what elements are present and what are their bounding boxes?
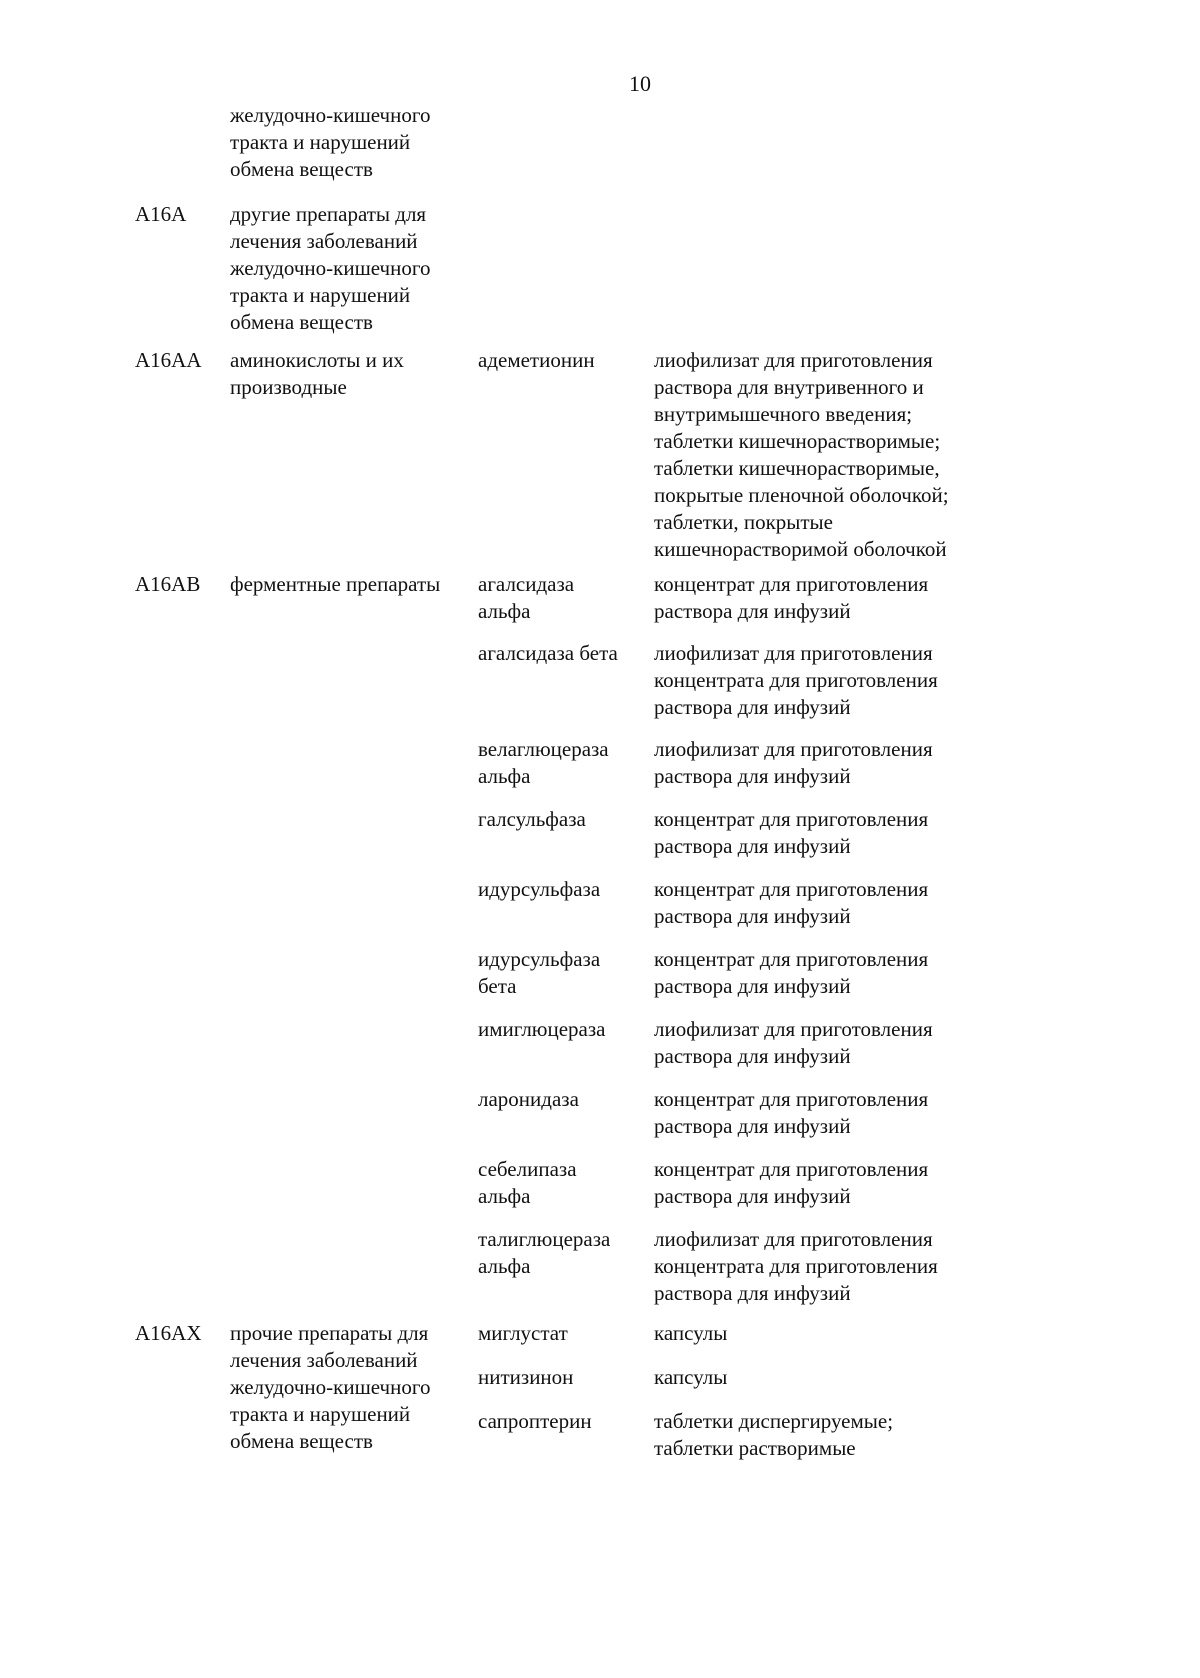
drug-name: миглустат: [478, 1321, 568, 1345]
drug-name: адеметионин: [478, 348, 595, 372]
drug-name: сапроптерин: [478, 1409, 592, 1433]
drug-name: себелипаза альфа: [478, 1157, 577, 1208]
atc-code-a16ab: A16AB: [135, 572, 201, 596]
dosage-forms: лиофилизат для приготовления концентрата для приготовления раствора для инфузий: [654, 1227, 938, 1305]
dosage-forms: концентрат для приготовления раствора для инфузий: [654, 807, 929, 858]
dosage-forms: лиофилизат для приготовления раствора для инфузий: [654, 1017, 933, 1068]
dosage-forms: концентрат для приготовления раствора для инфузий: [654, 877, 929, 928]
drug-name: ларонидаза: [478, 1087, 579, 1111]
dosage-forms: концентрат для приготовления раствора для инфузий: [654, 947, 929, 998]
group-name-a16ab: ферментные препараты: [230, 572, 441, 596]
dosage-forms: капсулы: [654, 1321, 728, 1345]
drug-name: идурсульфаза бета: [478, 947, 601, 998]
drug-name: талиглюцераза альфа: [478, 1227, 611, 1278]
dosage-forms: лиофилизат для приготовления концентрата для приготовления раствора для инфузий: [654, 641, 938, 719]
drug-name: агалсидаза бета: [478, 641, 618, 665]
atc-code-a16a: A16A: [135, 202, 187, 226]
dosage-forms: лиофилизат для приготовления раствора для внутривенного и внутримышечного введения; таблетки кишечнорастворимые; таблетки кишечнорастворимые, покрытые пленочной оболочкой; таблетки, покрытые кишечнорастворимой оболочкой: [654, 348, 949, 561]
dosage-forms: лиофилизат для приготовления раствора для инфузий: [654, 737, 933, 788]
atc-code-a16ax: A16AX: [135, 1321, 202, 1345]
atc-code-a16aa: A16AA: [135, 348, 202, 372]
dosage-forms: концентрат для приготовления раствора для инфузий: [654, 1157, 929, 1208]
dosage-forms: капсулы: [654, 1365, 728, 1389]
drug-name: имиглюцераза: [478, 1017, 606, 1041]
group-name-a16ax: прочие препараты для лечения заболеваний желудочно-кишечного тракта и нарушений обмена веществ: [230, 1321, 431, 1453]
drug-name: нитизинон: [478, 1365, 574, 1389]
drug-name: велаглюцераза альфа: [478, 737, 609, 788]
group-name-a16a: другие препараты для лечения заболеваний желудочно-кишечного тракта и нарушений обмена веществ: [230, 202, 431, 334]
drug-name: галсульфаза: [478, 807, 586, 831]
drug-name: агалсидаза альфа: [478, 572, 575, 623]
page-number: 10: [629, 71, 651, 96]
dosage-forms: таблетки диспергируемые; таблетки растворимые: [654, 1409, 894, 1460]
dosage-forms: концентрат для приготовления раствора для инфузий: [654, 1087, 929, 1138]
dosage-forms: концентрат для приготовления раствора для инфузий: [654, 572, 929, 623]
continued-group-name: желудочно-кишечного тракта и нарушений обмена веществ: [230, 103, 431, 181]
group-name-a16aa: аминокислоты и их производные: [230, 348, 404, 399]
drug-name: идурсульфаза: [478, 877, 601, 901]
